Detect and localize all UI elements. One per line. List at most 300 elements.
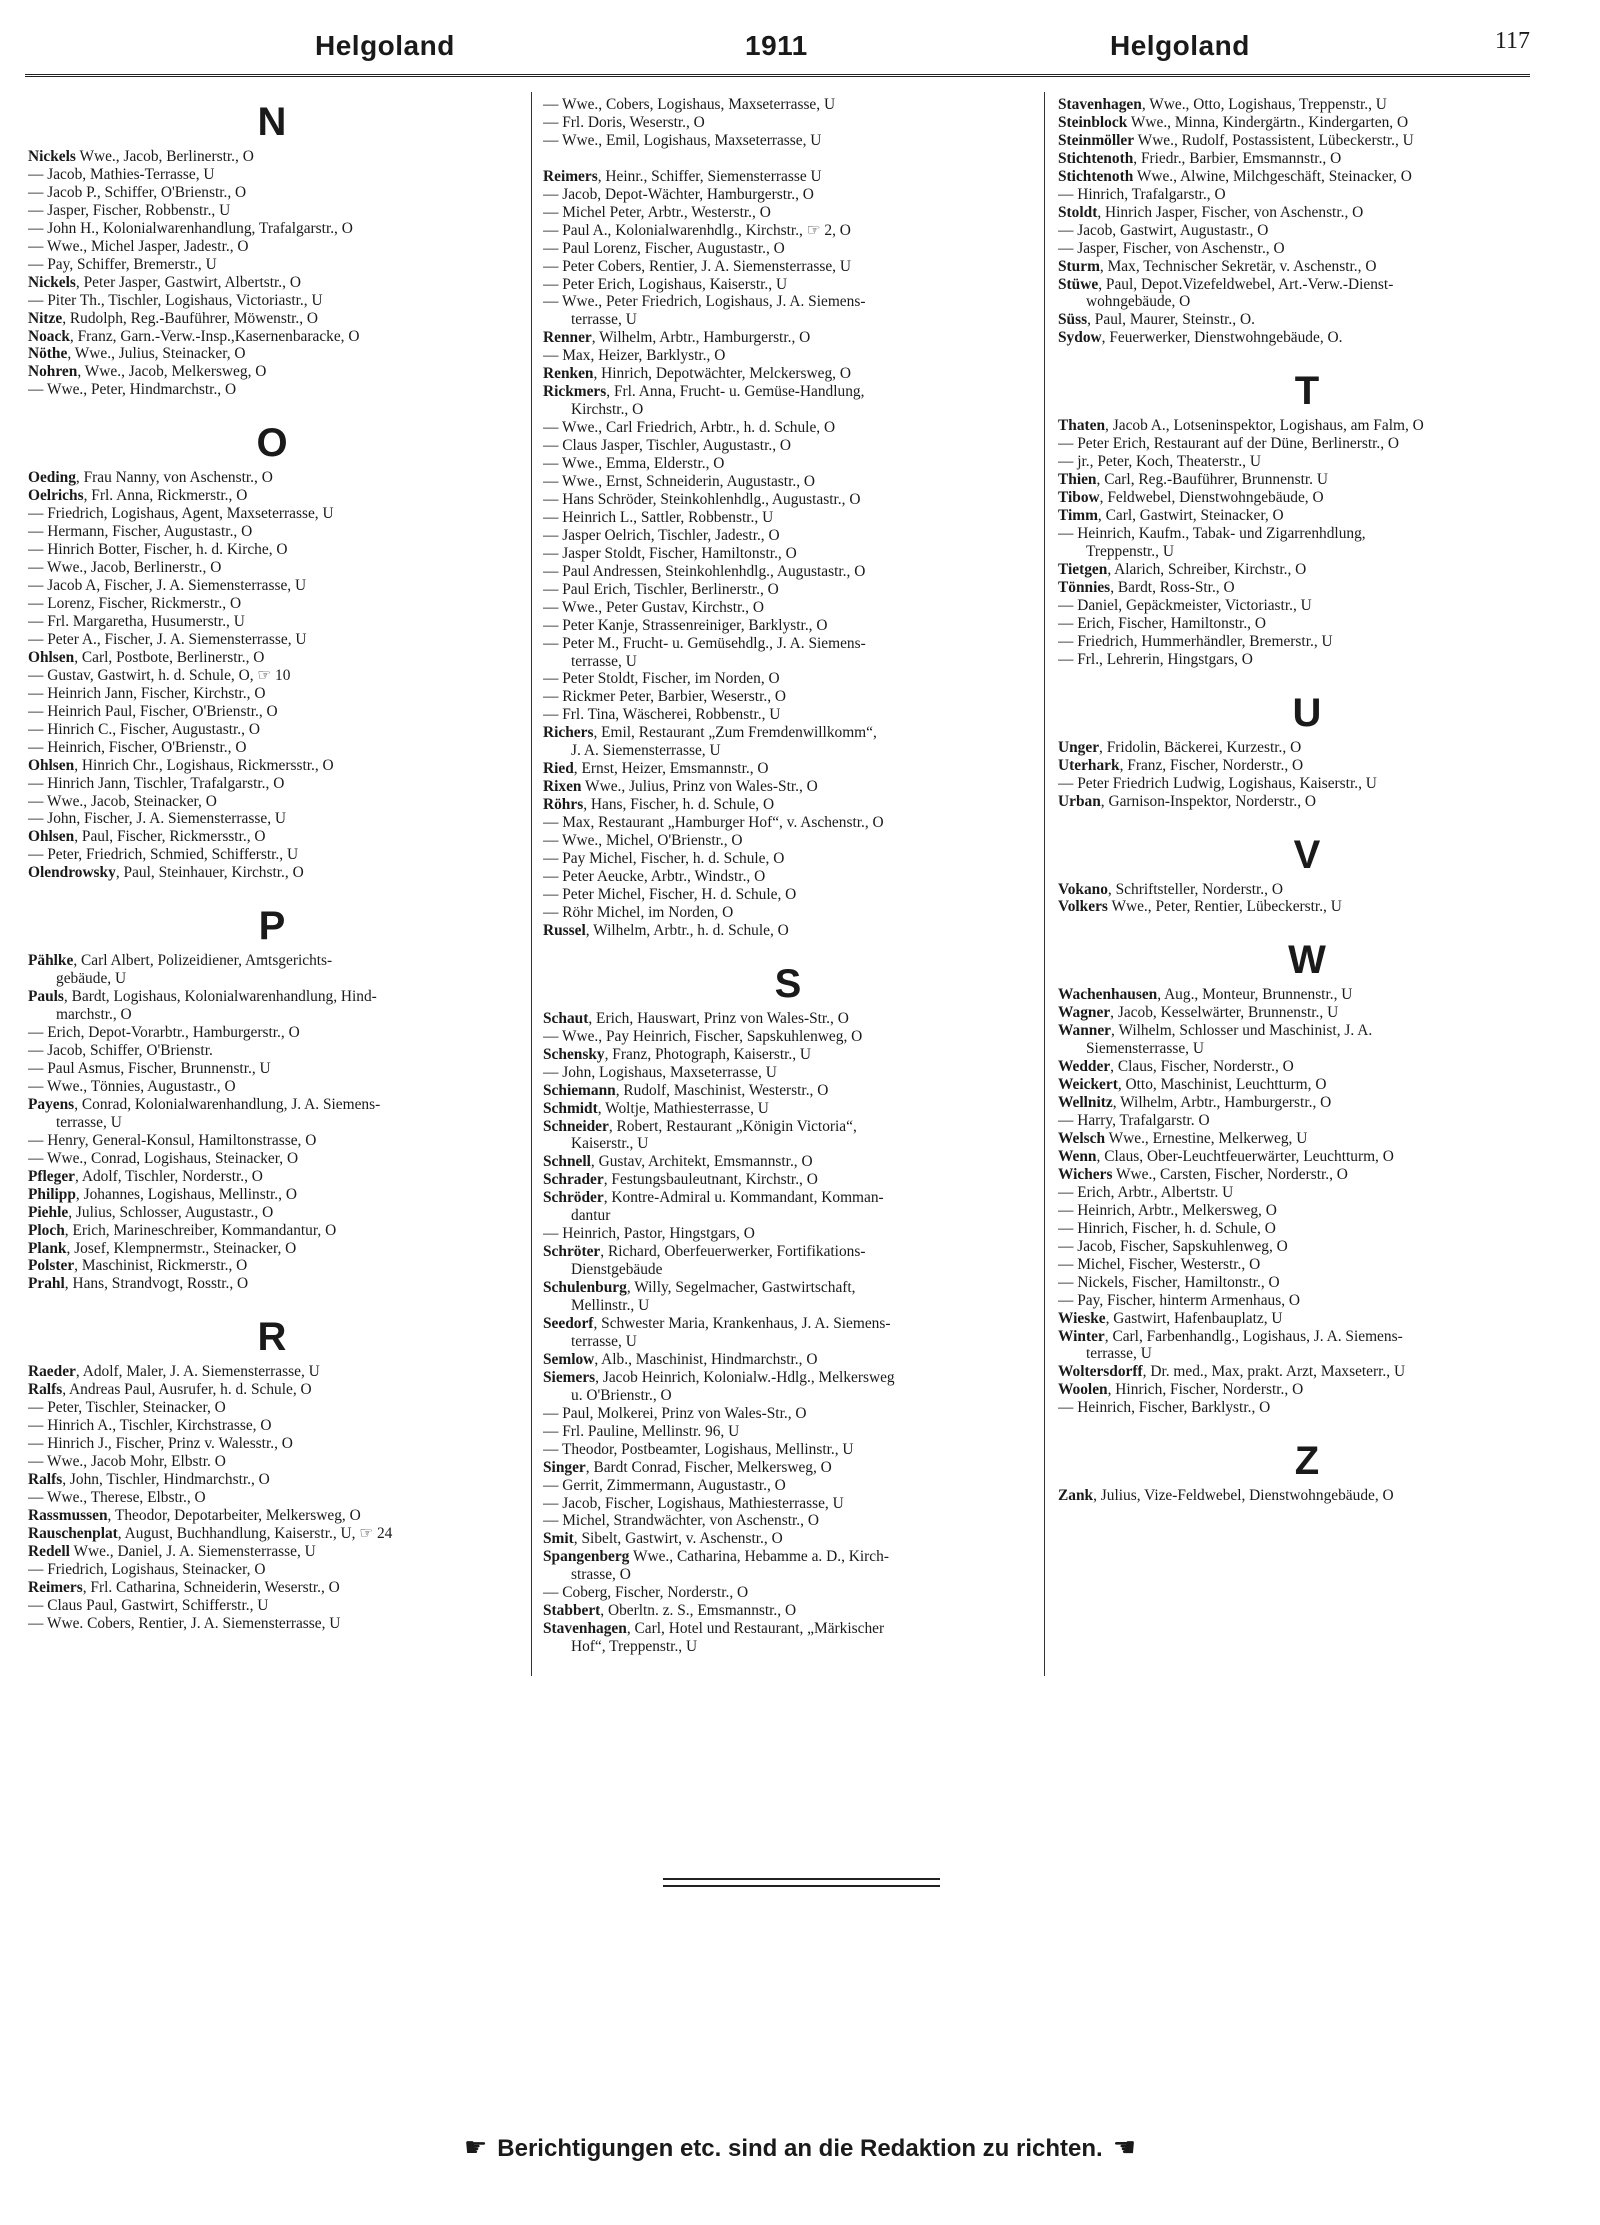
directory-entry xyxy=(28,1381,516,1399)
directory-entry xyxy=(1058,1076,1556,1094)
entry-line: Pfleger, Adolf, Tischler, Norderstr., O xyxy=(28,1167,263,1185)
entry-continuation: marchstr., O xyxy=(56,1006,132,1024)
entry-line: — Peter Cobers, Rentier, J. A. Siemensterrasse, U xyxy=(543,257,851,275)
section-letter: W xyxy=(1288,938,1326,983)
directory-entry xyxy=(28,1363,516,1381)
entry-line: Welsch Wwe., Ernestine, Melkerweg, U xyxy=(1058,1130,1308,1148)
section-continued xyxy=(543,96,1033,940)
entry-line: Timm, Carl, Gastwirt, Steinacker, O xyxy=(1058,507,1284,525)
entry-line: Renner, Wilhelm, Arbtr., Hamburgerstr., O xyxy=(543,329,811,347)
entry-line: — Peter M., Frucht- u. Gemüsehdlg., J. A. Siemens- xyxy=(543,634,866,652)
directory-entry xyxy=(1058,1328,1556,1364)
directory-entry xyxy=(1058,1202,1556,1220)
directory-entry xyxy=(543,850,1033,868)
entry-line: Schulenburg, Willy, Segelmacher, Gastwirtschaft, xyxy=(543,1279,856,1297)
entry-line: — Max, Heizer, Barklystr., O xyxy=(543,347,726,365)
directory-entry xyxy=(1058,651,1556,669)
section-letter: P xyxy=(258,904,286,949)
entry-line: — Jacob, Schiffer, O'Brienstr. xyxy=(28,1042,213,1060)
entry-line: — Jacob, Depot-Wächter, Hamburgerstr., O xyxy=(543,185,814,203)
entry-line: — Frl. Doris, Weserstr., O xyxy=(543,113,705,131)
entry-line: — Frl. Tina, Wäscherei, Robbenstr., U xyxy=(543,706,781,724)
directory-entry xyxy=(543,509,1033,527)
entry-continuation: Kirchstr., O xyxy=(571,401,644,419)
column-divider xyxy=(1044,92,1045,1676)
directory-entry xyxy=(1058,986,1556,1004)
directory-entry xyxy=(1058,150,1556,168)
section-letter: T xyxy=(1294,369,1320,414)
entry-line: Woltersdorff, Dr. med., Max, prakt. Arzt, Maxseterr., U xyxy=(1058,1363,1406,1381)
header-right-title: Helgoland xyxy=(1110,30,1250,61)
entry-line: Urban, Garnison-Inspektor, Norderstr., O xyxy=(1058,792,1317,810)
entry-line: — Hinrich, Fischer, h. d. Schule, O xyxy=(1058,1219,1276,1237)
entry-continuation: terrasse, U xyxy=(571,311,637,329)
directory-entry xyxy=(543,922,1033,940)
entry-line: Volkers Wwe., Peter, Rentier, Lübeckerstr., U xyxy=(1058,898,1342,916)
entry-line: — Paul A., Kolonialwarenhdlg., Kirchstr., ☞ 2, O xyxy=(543,221,851,239)
entry-continuation: Kaiserstr., U xyxy=(571,1135,649,1153)
directory-entry xyxy=(28,345,516,363)
directory-entry xyxy=(1058,1381,1556,1399)
directory-entry xyxy=(1058,435,1556,453)
entry-line: — Gerrit, Zimmermann, Augustastr., O xyxy=(543,1476,786,1494)
entry-line: Schensky, Franz, Photograph, Kaiserstr., U xyxy=(543,1045,812,1063)
directory-entry xyxy=(28,952,516,988)
directory-entry xyxy=(543,1153,1033,1171)
directory-entry xyxy=(543,168,1033,186)
directory-entry xyxy=(543,1118,1033,1154)
entry-line: Weickert, Otto, Maschinist, Leuchtturm, O xyxy=(1058,1076,1327,1094)
directory-entry xyxy=(28,667,516,685)
directory-entry xyxy=(28,1417,516,1435)
entry-line: — Heinrich, Kaufm., Tabak- und Zigarrenhdlung, xyxy=(1058,525,1366,543)
directory-entry xyxy=(28,631,516,649)
directory-entry xyxy=(28,1435,516,1453)
page-header xyxy=(25,26,1530,77)
entry-continuation: Treppenstr., U xyxy=(1086,543,1174,561)
directory-entry xyxy=(1058,1310,1556,1328)
entry-line: — Wwe., Tönnies, Augustastr., O xyxy=(28,1077,236,1095)
directory-entry xyxy=(543,1512,1033,1530)
entry-line: Stavenhagen, Wwe., Otto, Logishaus, Treppenstr., U xyxy=(1058,96,1387,113)
section-r xyxy=(28,1315,516,1632)
directory-entry xyxy=(543,832,1033,850)
directory-entry xyxy=(543,150,1033,168)
directory-entry xyxy=(28,1186,516,1204)
section-letter: U xyxy=(1292,690,1322,735)
entry-line: — Max, Restaurant „Hamburger Hof“, v. Aschenstr., O xyxy=(543,814,884,832)
entry-line: — John, Fischer, J. A. Siemensterrasse, U xyxy=(28,810,287,828)
directory-entry xyxy=(543,1423,1033,1441)
directory-entry xyxy=(543,1405,1033,1423)
entry-line: Rixen Wwe., Julius, Prinz von Wales-Str., O xyxy=(543,778,818,796)
directory-entry xyxy=(543,1100,1033,1118)
entry-line: Ohlsen, Carl, Postbote, Berlinerstr., O xyxy=(28,648,265,666)
entry-line: Nickels, Peter Jasper, Gastwirt, Albertstr., O xyxy=(28,273,301,291)
directory-entry xyxy=(543,1315,1033,1351)
directory-entry xyxy=(1058,615,1556,633)
section-o xyxy=(28,421,516,882)
directory-entry xyxy=(28,1615,516,1633)
directory-entry xyxy=(543,473,1033,491)
entry-line: Winter, Carl, Farbenhandlg., Logishaus, J. A. Siemens- xyxy=(1058,1327,1403,1345)
entry-continuation: Dienstgebäude xyxy=(571,1261,663,1279)
entry-line: — Jacob, Fischer, Sapskuhlenweg, O xyxy=(1058,1237,1288,1255)
entry-line: Nöthe, Wwe., Julius, Steinacker, O xyxy=(28,345,246,363)
directory-column-2 xyxy=(543,96,1033,1666)
directory-entry xyxy=(1058,757,1556,775)
directory-entry xyxy=(543,706,1033,724)
directory-entry xyxy=(543,814,1033,832)
entry-line: — Pay, Schiffer, Bremerstr., U xyxy=(28,255,217,273)
entry-line: — Michel Peter, Arbtr., Westerstr., O xyxy=(543,203,771,221)
directory-entry xyxy=(543,1279,1033,1315)
directory-entry xyxy=(28,310,516,328)
entry-line: — Jacob, Fischer, Logishaus, Mathiesterrasse, U xyxy=(543,1494,844,1512)
directory-entry xyxy=(28,1489,516,1507)
entry-line: Ohlsen, Hinrich Chr., Logishaus, Rickmersstr., O xyxy=(28,756,334,774)
entry-line: — Erich, Depot-Vorarbtr., Hamburgerstr., O xyxy=(28,1024,300,1042)
directory-entry xyxy=(28,381,516,399)
directory-entry xyxy=(543,599,1033,617)
entry-line: Semlow, Alb., Maschinist, Hindmarchstr., O xyxy=(543,1350,818,1368)
entry-continuation: Hof“, Treppenstr., U xyxy=(571,1638,698,1656)
directory-entry xyxy=(543,293,1033,329)
entry-continuation: gebäude, U xyxy=(56,970,127,988)
entry-line: Prahl, Hans, Strandvogt, Rosstr., O xyxy=(28,1275,249,1293)
directory-entry xyxy=(1058,739,1556,757)
directory-entry xyxy=(28,1453,516,1471)
entry-line: Wieske, Gastwirt, Hafenbauplatz, U xyxy=(1058,1309,1283,1327)
directory-entry xyxy=(1058,1238,1556,1256)
directory-entry xyxy=(28,1597,516,1615)
directory-entry xyxy=(1058,417,1556,435)
directory-entry xyxy=(28,202,516,220)
directory-entry xyxy=(543,240,1033,258)
directory-entry xyxy=(1058,311,1556,329)
entry-line: Schiemann, Rudolf, Maschinist, Westerstr., O xyxy=(543,1081,829,1099)
entry-line: Pauls, Bardt, Logishaus, Kolonialwarenhandlung, Hind- xyxy=(28,988,377,1006)
entry-continuation: J. A. Siemensterrasse, U xyxy=(571,742,721,760)
directory-entry xyxy=(543,329,1033,347)
end-rule xyxy=(663,1878,940,1887)
entry-line: Reimers, Heinr., Schiffer, Siemensterrasse U xyxy=(543,167,822,185)
entry-line: Russel, Wilhelm, Arbtr., h. d. Schule, O xyxy=(543,921,789,939)
directory-entry xyxy=(543,1046,1033,1064)
directory-entry xyxy=(28,1060,516,1078)
section-v xyxy=(1058,833,1556,917)
entry-line: Singer, Bardt Conrad, Fischer, Melkersweg, O xyxy=(543,1458,832,1476)
pointing-hand-right-icon: ☛ xyxy=(463,2132,488,2162)
entry-line xyxy=(543,150,1033,168)
entry-line: — Gustav, Gastwirt, h. d. Schule, O, ☞ 10 xyxy=(28,666,291,684)
entry-line: — Peter Friedrich Ludwig, Logishaus, Kaiserstr., U xyxy=(1058,774,1377,792)
directory-entry xyxy=(543,419,1033,437)
directory-entry xyxy=(1058,1184,1556,1202)
entry-line: — Wwe., Michel Jasper, Jadestr., O xyxy=(28,237,249,255)
directory-entry xyxy=(1058,222,1556,240)
entry-line: — Frl. Margaretha, Husumerstr., U xyxy=(28,612,245,630)
entry-line: — Wwe., Pay Heinrich, Fischer, Sapskuhlenweg, O xyxy=(543,1027,863,1045)
entry-line: — Wwe., Emil, Logishaus, Maxseterrasse, U xyxy=(543,131,822,149)
entry-line: Redell Wwe., Daniel, J. A. Siemensterrasse, U xyxy=(28,1542,316,1560)
directory-entry xyxy=(1058,775,1556,793)
directory-entry xyxy=(1058,1292,1556,1310)
entry-line: Payens, Conrad, Kolonialwarenhandlung, J. A. Siemens- xyxy=(28,1095,381,1113)
directory-entry xyxy=(543,1477,1033,1495)
entry-line: — Hinrich J., Fischer, Prinz v. Walesstr., O xyxy=(28,1435,293,1453)
entry-line: — Röhr Michel, im Norden, O xyxy=(543,903,734,921)
directory-entry xyxy=(28,363,516,381)
entry-line: Wichers Wwe., Carsten, Fischer, Norderstr., O xyxy=(1058,1165,1348,1183)
entry-line: — Jacob P., Schiffer, O'Brienstr., O xyxy=(28,183,247,201)
entry-line: — Jacob A, Fischer, J. A. Siemensterrasse, U xyxy=(28,577,307,595)
entry-line: Schröter, Richard, Oberfeuerwerker, Fortifikations- xyxy=(543,1243,866,1261)
entry-line: — Peter Stoldt, Fischer, im Norden, O xyxy=(543,670,780,688)
directory-entry xyxy=(543,365,1033,383)
entry-line: Olendrowsky, Paul, Steinhauer, Kirchstr., O xyxy=(28,864,304,882)
entry-line: — Heinrich, Fischer, Barklystr., O xyxy=(1058,1399,1271,1417)
entry-line: — Erich, Arbtr., Albertstr. U xyxy=(1058,1183,1234,1201)
entry-line: Schneider, Robert, Restaurant „Königin Victoria“, xyxy=(543,1117,857,1135)
entry-line: — Paul Lorenz, Fischer, Augustastr., O xyxy=(543,239,785,257)
header-year: 1911 xyxy=(745,30,808,61)
entry-line: Rauschenplat, August, Buchhandlung, Kaiserstr., U, ☞ 24 xyxy=(28,1524,393,1542)
directory-entry xyxy=(1058,1022,1556,1058)
entry-line: Sturm, Max, Technischer Sekretär, v. Aschenstr., O xyxy=(1058,257,1377,275)
directory-entry xyxy=(543,527,1033,545)
entry-line: Wanner, Wilhelm, Schlosser und Maschinist, J. A. xyxy=(1058,1022,1373,1040)
directory-entry xyxy=(543,1225,1033,1243)
entry-continuation: wohngebäude, O xyxy=(1086,293,1191,311)
directory-entry xyxy=(543,886,1033,904)
directory-entry xyxy=(1058,114,1556,132)
entry-line: — Wwe., Peter Friedrich, Logishaus, J. A. Siemens- xyxy=(543,293,866,311)
entry-line: — Heinrich Jann, Fischer, Kirchstr., O xyxy=(28,684,266,702)
entry-line: Rickmers, Frl. Anna, Frucht- u. Gemüse-Handlung, xyxy=(543,383,865,401)
entry-line: Ohlsen, Paul, Fischer, Rickmersstr., O xyxy=(28,828,266,846)
entry-line: Woolen, Hinrich, Fischer, Norderstr., O xyxy=(1058,1381,1304,1399)
directory-entry xyxy=(28,1024,516,1042)
directory-entry xyxy=(28,1204,516,1222)
directory-entry xyxy=(543,1243,1033,1279)
directory-entry xyxy=(28,864,516,882)
entry-line: — Paul, Molkerei, Prinz von Wales-Str., O xyxy=(543,1404,807,1422)
entry-line: — Wwe., Conrad, Logishaus, Steinacker, O xyxy=(28,1149,299,1167)
entry-line: — Michel, Strandwächter, von Aschenstr., O xyxy=(543,1512,819,1530)
entry-continuation: terrasse, U xyxy=(56,1113,122,1131)
entry-line: Stoldt, Hinrich Jasper, Fischer, von Aschenstr., O xyxy=(1058,203,1364,221)
directory-entry xyxy=(543,796,1033,814)
entry-line: — Heinrich L., Sattler, Robbenstr., U xyxy=(543,508,774,526)
directory-entry xyxy=(543,904,1033,922)
entry-line: Philipp, Johannes, Logishaus, Mellinstr., O xyxy=(28,1185,297,1203)
entry-line: — Peter, Friedrich, Schmied, Schifferstr., U xyxy=(28,846,299,864)
directory-entry xyxy=(1058,1363,1556,1381)
directory-entry xyxy=(543,132,1033,150)
entry-line: — Jasper Oelrich, Tischler, Jadestr., O xyxy=(543,526,780,544)
entry-continuation: Mellinstr., U xyxy=(571,1297,650,1315)
directory-entry xyxy=(28,328,516,346)
directory-entry xyxy=(1058,96,1556,114)
directory-entry xyxy=(1058,453,1556,471)
entry-line: — Friedrich, Hummerhändler, Bremerstr., U xyxy=(1058,632,1333,650)
directory-entry xyxy=(543,1028,1033,1046)
section-letter: Z xyxy=(1294,1439,1320,1484)
entry-continuation: Siemensterrasse, U xyxy=(1086,1040,1204,1058)
directory-entry xyxy=(543,1620,1033,1656)
entry-line: — Piter Th., Tischler, Logishaus, Victoriastr., U xyxy=(28,291,323,309)
entry-line: — Peter Aeucke, Arbtr., Windstr., O xyxy=(543,867,766,885)
directory-entry xyxy=(1058,1487,1556,1505)
directory-entry xyxy=(1058,561,1556,579)
directory-entry xyxy=(28,1543,516,1561)
section-w xyxy=(1058,938,1556,1417)
directory-entry xyxy=(543,1602,1033,1620)
directory-entry xyxy=(28,685,516,703)
pointing-hand-left-icon: ☚ xyxy=(1112,2132,1137,2162)
directory-entry xyxy=(28,649,516,667)
entry-line: Stabbert, Oberltn. z. S., Emsmannstr., O xyxy=(543,1602,797,1620)
entry-line: — Hinrich Jann, Tischler, Trafalgarstr., O xyxy=(28,774,285,792)
directory-entry xyxy=(28,1168,516,1186)
entry-line: — Paul Erich, Tischler, Berlinerstr., O xyxy=(543,580,779,598)
entry-line: Oelrichs, Frl. Anna, Rickmerstr., O xyxy=(28,487,248,505)
directory-entry xyxy=(543,204,1033,222)
directory-entry xyxy=(1058,240,1556,258)
directory-entry xyxy=(28,469,516,487)
entry-line: — Hinrich, Trafalgarstr., O xyxy=(1058,185,1226,203)
directory-entry xyxy=(543,1584,1033,1602)
entry-line: — Wwe., Michel, O'Brienstr., O xyxy=(543,832,743,850)
entry-line: — John H., Kolonialwarenhandlung, Trafalgarstr., O xyxy=(28,219,353,237)
entry-line: — Friedrich, Logishaus, Steinacker, O xyxy=(28,1560,266,1578)
directory-entry xyxy=(543,1369,1033,1405)
entry-line: Tibow, Feldwebel, Dienstwohngebäude, O xyxy=(1058,489,1324,507)
directory-entry xyxy=(28,613,516,631)
entry-line: — Michel, Fischer, Westerstr., O xyxy=(1058,1255,1261,1273)
directory-entry xyxy=(28,1525,516,1543)
directory-entry xyxy=(28,1507,516,1525)
directory-entry xyxy=(543,724,1033,760)
directory-entry xyxy=(1058,1112,1556,1130)
entry-line: Unger, Fridolin, Bäckerei, Kurzestr., O xyxy=(1058,738,1302,756)
entry-line: — Peter Erich, Logishaus, Kaiserstr., U xyxy=(543,275,788,293)
directory-entry xyxy=(28,148,516,166)
entry-line: Pählke, Carl Albert, Polizeidiener, Amtsgerichts- xyxy=(28,952,333,970)
entry-line: — Wwe., Peter, Hindmarchstr., O xyxy=(28,381,237,399)
entry-line: Wagner, Jacob, Kesselwärter, Brunnenstr., U xyxy=(1058,1004,1339,1022)
entry-line: — Wwe., Peter Gustav, Kirchstr., O xyxy=(543,598,764,616)
section-p xyxy=(28,904,516,1293)
entry-line: — Hinrich Botter, Fischer, h. d. Kirche, O xyxy=(28,541,288,559)
entry-line: — Heinrich, Fischer, O'Brienstr., O xyxy=(28,738,247,756)
directory-entry xyxy=(543,96,1033,114)
entry-line: Ralfs, Andreas Paul, Ausrufer, h. d. Schule, O xyxy=(28,1381,312,1399)
directory-entry xyxy=(543,1548,1033,1584)
section-z xyxy=(1058,1439,1556,1505)
directory-entry xyxy=(28,1579,516,1597)
entry-line: Raeder, Adolf, Maler, J. A. Siemensterrasse, U xyxy=(28,1363,320,1381)
entry-line: — Coberg, Fischer, Norderstr., O xyxy=(543,1584,749,1602)
directory-entry xyxy=(28,988,516,1024)
directory-entry xyxy=(543,778,1033,796)
directory-entry xyxy=(28,1240,516,1258)
entry-line: — Friedrich, Logishaus, Agent, Maxseterrasse, U xyxy=(28,505,334,523)
section-letter: O xyxy=(256,421,288,466)
directory-entry xyxy=(28,757,516,775)
directory-entry xyxy=(1058,1399,1556,1417)
entry-line: Wellnitz, Wilhelm, Arbtr., Hamburgerstr., O xyxy=(1058,1094,1332,1112)
section-letter: S xyxy=(774,961,802,1006)
directory-entry xyxy=(28,1150,516,1168)
directory-entry xyxy=(1058,1166,1556,1184)
directory-entry xyxy=(28,220,516,238)
directory-entry xyxy=(1058,258,1556,276)
entry-line: — Hans Schröder, Steinkohlenhdlg., Augustastr., O xyxy=(543,490,861,508)
directory-entry xyxy=(1058,597,1556,615)
directory-entry xyxy=(28,577,516,595)
entry-line: Polster, Maschinist, Rickmerstr., O xyxy=(28,1257,248,1275)
directory-entry xyxy=(543,688,1033,706)
section-t xyxy=(1058,369,1556,668)
entry-line: — Heinrich Paul, Fischer, O'Brienstr., O xyxy=(28,702,278,720)
entry-line: — John, Logishaus, Maxseterrasse, U xyxy=(543,1063,777,1081)
entry-line: Nickels Wwe., Jacob, Berlinerstr., O xyxy=(28,148,254,165)
directory-entry xyxy=(28,775,516,793)
directory-entry xyxy=(1058,276,1556,312)
entry-continuation: terrasse, U xyxy=(1086,1345,1152,1363)
directory-entry xyxy=(543,383,1033,419)
entry-line: — Claus Paul, Gastwirt, Schifferstr., U xyxy=(28,1596,269,1614)
directory-entry xyxy=(28,1275,516,1293)
page-number: 117 xyxy=(1494,28,1530,54)
section-letter: V xyxy=(1293,832,1321,877)
directory-entry xyxy=(1058,793,1556,811)
entry-line: Reimers, Frl. Catharina, Schneiderin, Weserstr., O xyxy=(28,1578,340,1596)
directory-entry xyxy=(543,1189,1033,1225)
section-u xyxy=(1058,691,1556,811)
directory-entry xyxy=(1058,471,1556,489)
directory-entry xyxy=(543,1459,1033,1477)
directory-entry xyxy=(28,505,516,523)
directory-entry xyxy=(543,545,1033,563)
directory-entry xyxy=(543,1064,1033,1082)
entry-line: Steinblock Wwe., Minna, Kindergärtn., Kindergarten, O xyxy=(1058,113,1409,131)
directory-entry xyxy=(1058,579,1556,597)
directory-entry xyxy=(543,760,1033,778)
directory-entry xyxy=(1058,1256,1556,1274)
directory-entry xyxy=(28,846,516,864)
directory-entry xyxy=(28,238,516,256)
entry-line: — Jacob, Mathies-Terrasse, U xyxy=(28,165,215,183)
directory-entry xyxy=(543,186,1033,204)
directory-entry xyxy=(1058,1130,1556,1148)
directory-entry xyxy=(28,1222,516,1240)
directory-entry xyxy=(28,184,516,202)
directory-entry xyxy=(28,595,516,613)
directory-entry xyxy=(543,455,1033,473)
entry-line: Smit, Sibelt, Gastwirt, v. Aschenstr., O xyxy=(543,1530,783,1548)
directory-entry xyxy=(1058,525,1556,561)
entry-line: Wachenhausen, Aug., Monteur, Brunnenstr., U xyxy=(1058,986,1353,1004)
directory-entry xyxy=(543,1010,1033,1028)
directory-entry xyxy=(543,1441,1033,1459)
entry-line: — Wwe., Jacob, Steinacker, O xyxy=(28,792,217,810)
entry-continuation: terrasse, U xyxy=(571,652,637,670)
directory-entry xyxy=(1058,1058,1556,1076)
entry-line: Vokano, Schriftsteller, Norderstr., O xyxy=(1058,880,1283,898)
